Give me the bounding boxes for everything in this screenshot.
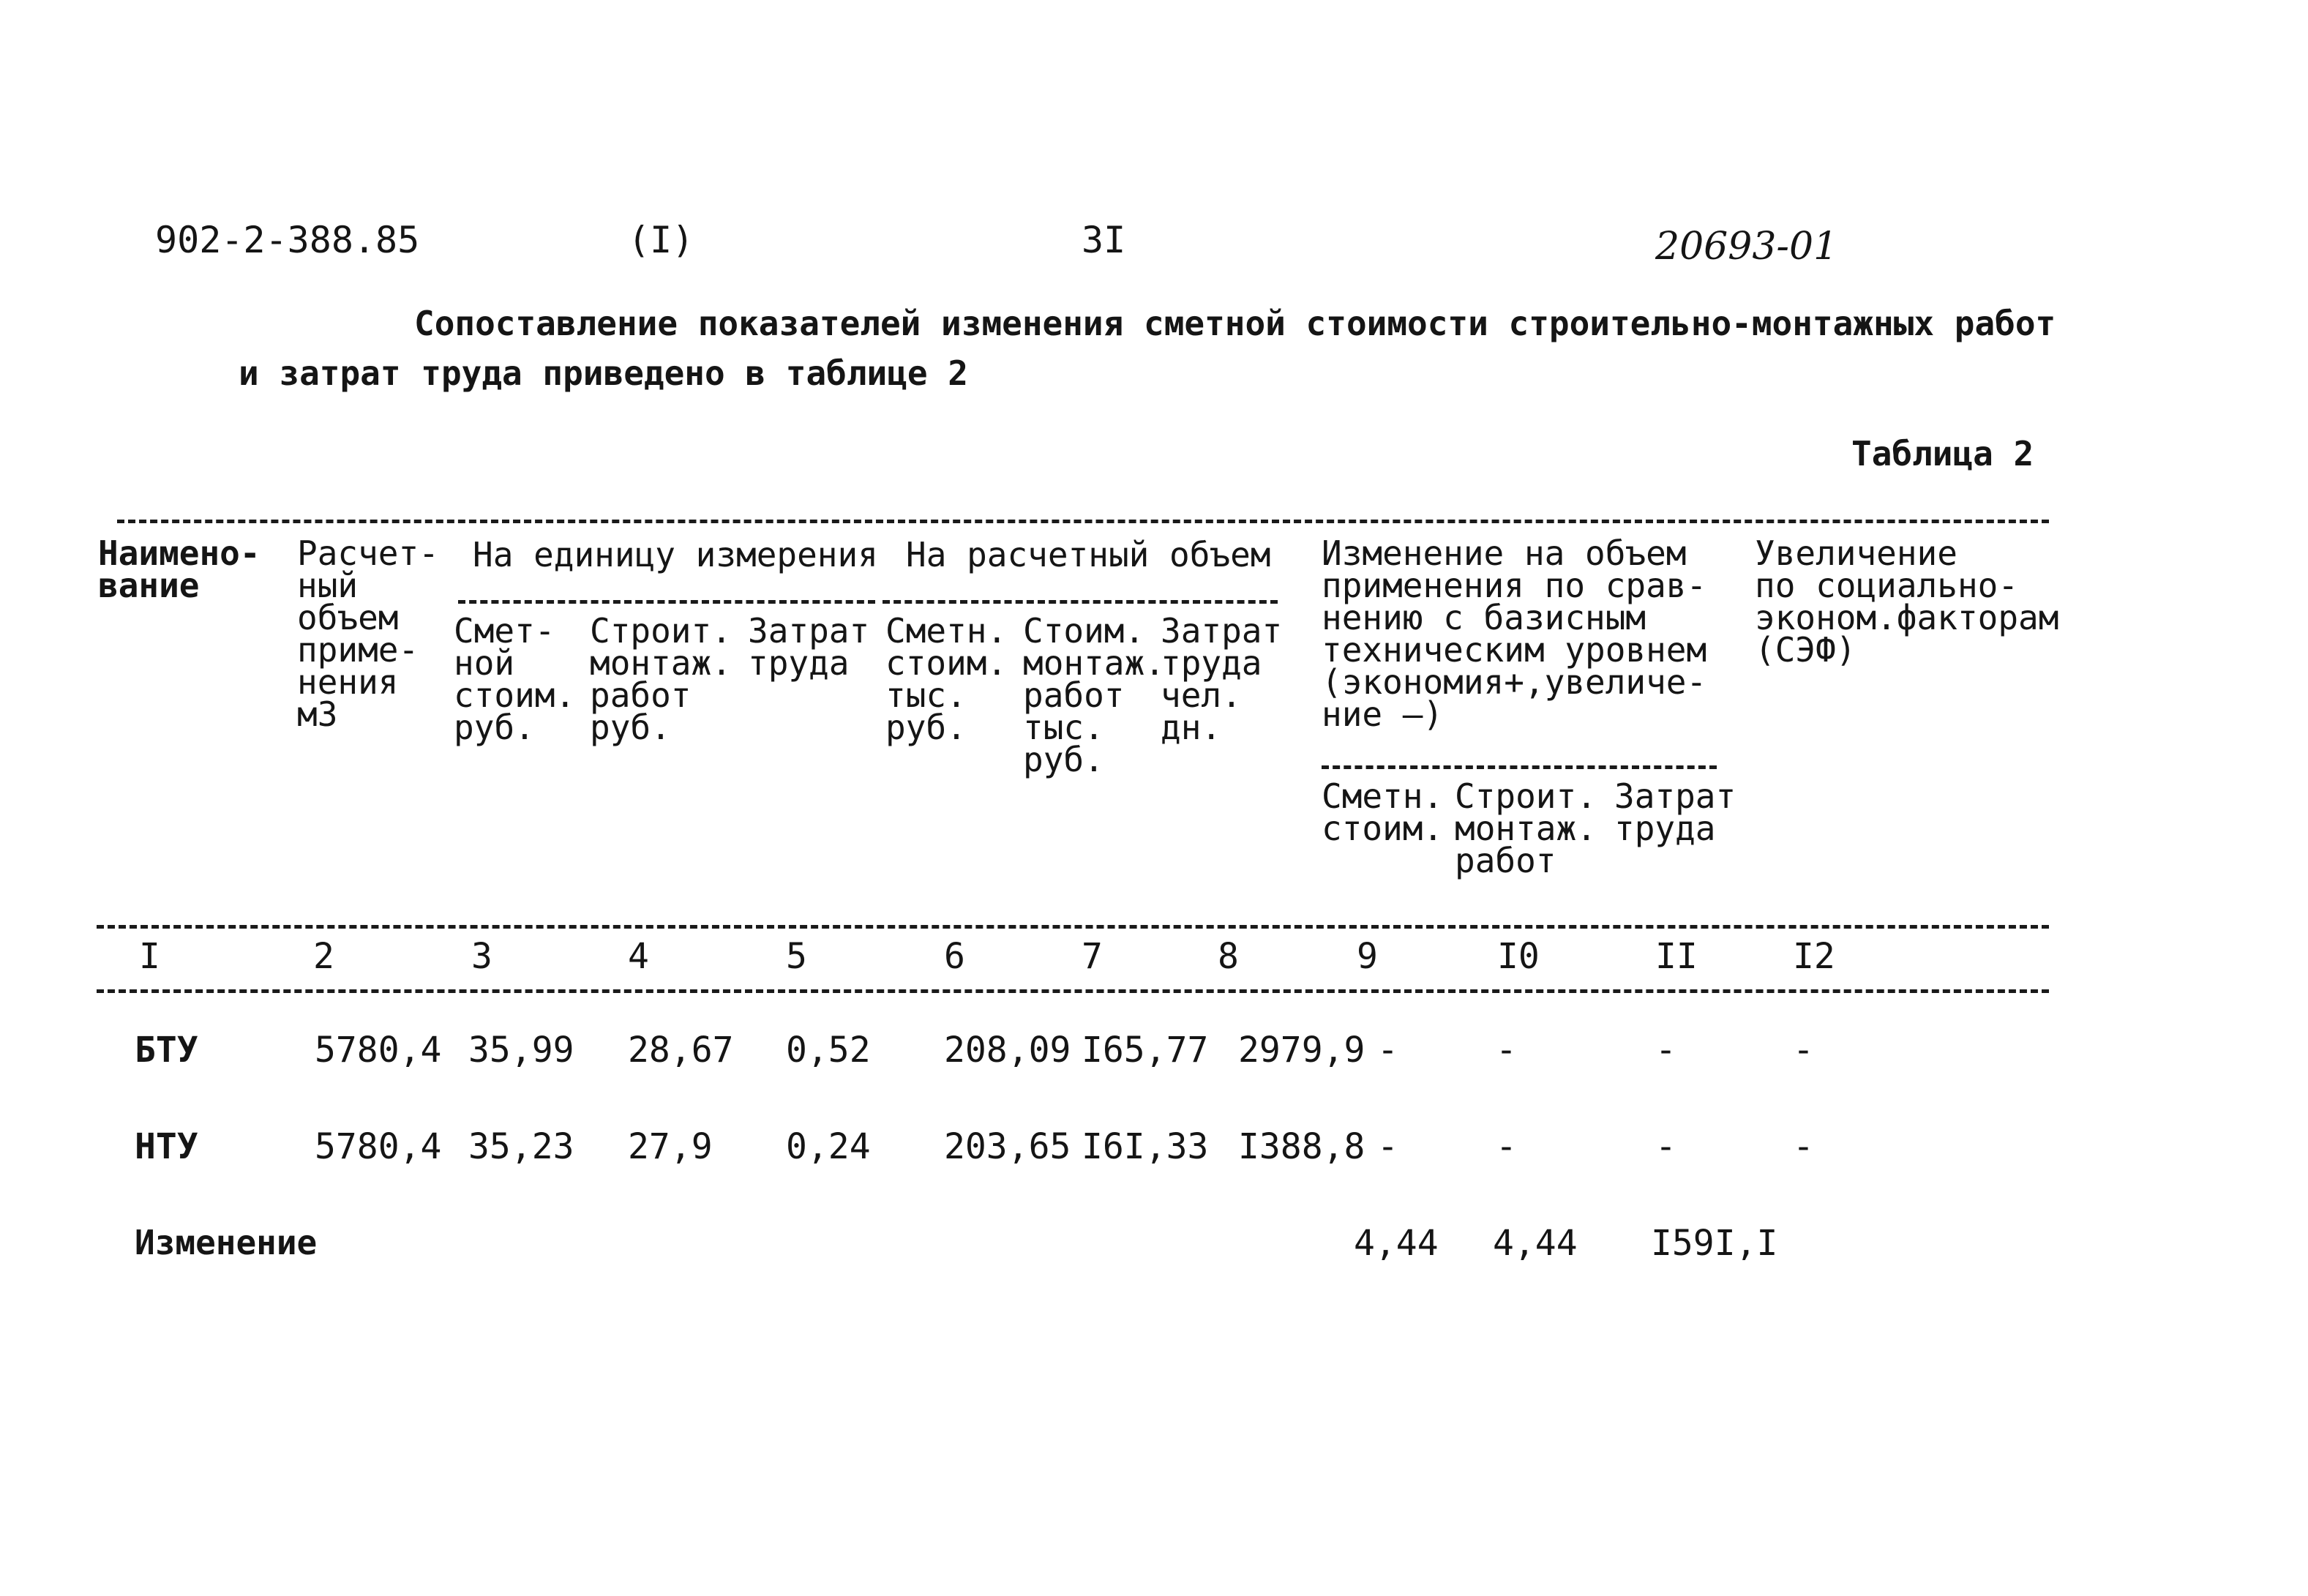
column-header-calc-labor: Затрат труда чел. дн. xyxy=(1161,611,1283,747)
cell-change-cost: 4,44 xyxy=(1354,1223,1439,1264)
column-number-1: I xyxy=(139,936,160,977)
cell-change-construction: - xyxy=(1496,1030,1517,1071)
cell-change-construction: 4,44 xyxy=(1493,1223,1578,1264)
column-number-5: 5 xyxy=(786,936,807,977)
column-header-per-unit-cost: Смет- ной стоим. руб. xyxy=(454,611,576,747)
column-number-3: 3 xyxy=(471,936,492,977)
column-header-name: Наимено- вание xyxy=(98,533,261,605)
cell-social-factors: - xyxy=(1793,1030,1814,1071)
cell-calc-construction: I6I,33 xyxy=(1082,1126,1209,1167)
table-label: Таблица 2 xyxy=(1851,434,2034,473)
column-number-11: II xyxy=(1655,936,1698,977)
column-number-6: 6 xyxy=(944,936,965,977)
column-number-12: I2 xyxy=(1793,936,1835,977)
column-group-change: Изменение на объем применения по срав- нению с базисным техническим уровнем (экономия+,увеличе- ние –) xyxy=(1322,533,1707,734)
column-number-2: 2 xyxy=(313,936,334,977)
header-bottom-rule xyxy=(97,925,2049,929)
column-number-9: 9 xyxy=(1357,936,1378,977)
column-numbers-rule xyxy=(97,989,2049,993)
part-number: (I) xyxy=(628,219,694,261)
column-group-per-unit: На единицу измерения xyxy=(473,535,878,574)
cell-change-cost: - xyxy=(1377,1126,1398,1167)
column-header-change-cost: Сметн. стоим. xyxy=(1322,776,1444,848)
cell-per-unit-construction: 28,67 xyxy=(628,1030,734,1071)
cell-per-unit-cost: 35,23 xyxy=(468,1126,574,1167)
inventory-number: 20693-01 xyxy=(1655,225,1838,269)
column-number-7: 7 xyxy=(1082,936,1103,977)
cell-change-construction: - xyxy=(1496,1126,1517,1167)
table-top-rule xyxy=(117,520,2049,523)
cell-social-factors: - xyxy=(1793,1126,1814,1167)
calc-group-rule xyxy=(883,600,1278,604)
column-header-change-labor: Затрат труда xyxy=(1614,776,1736,848)
cell-change-labor: - xyxy=(1655,1030,1676,1071)
cell-calc-labor: I388,8 xyxy=(1238,1126,1365,1167)
column-number-4: 4 xyxy=(628,936,649,977)
cell-calc-cost: 203,65 xyxy=(944,1126,1071,1167)
cell-calc-construction: I65,77 xyxy=(1082,1030,1209,1071)
column-header-social-factors: Увеличение по социально- эконом.факторам (СЭФ) xyxy=(1755,533,2059,670)
cell-change-cost: - xyxy=(1377,1030,1398,1071)
column-header-calc-volume: Расчет- ный объем приме- нения м3 xyxy=(297,533,439,734)
column-header-per-unit-labor: Затрат труда xyxy=(748,611,870,683)
cell-calc-cost: 208,09 xyxy=(944,1030,1071,1071)
column-number-8: 8 xyxy=(1218,936,1239,977)
cell-calc-volume: 5780,4 xyxy=(315,1030,442,1071)
column-group-calc-volume: На расчетный объем xyxy=(906,535,1271,574)
row-name: БТУ xyxy=(135,1030,198,1071)
document-code: 902-2-388.85 xyxy=(155,219,420,261)
column-number-10: I0 xyxy=(1497,936,1540,977)
cell-calc-volume: 5780,4 xyxy=(315,1126,442,1167)
intro-line-2: и затрат труда приведено в таблице 2 xyxy=(239,353,968,393)
cell-change-labor: - xyxy=(1655,1126,1676,1167)
column-header-per-unit-construction: Строит. монтаж. работ руб. xyxy=(590,611,732,747)
cell-change-labor: I59I,I xyxy=(1651,1223,1778,1264)
row-name: Изменение xyxy=(135,1223,318,1262)
cell-per-unit-cost: 35,99 xyxy=(468,1030,574,1071)
cell-calc-labor: 2979,9 xyxy=(1238,1030,1365,1071)
cell-per-unit-labor: 0,52 xyxy=(786,1030,871,1071)
cell-per-unit-construction: 27,9 xyxy=(628,1126,713,1167)
column-header-change-construction: Строит. монтаж. работ xyxy=(1455,776,1597,880)
row-name: НТУ xyxy=(135,1126,198,1167)
per-unit-group-rule xyxy=(458,600,875,604)
column-header-calc-cost: Сметн. стоим. тыс. руб. xyxy=(885,611,1008,747)
cell-per-unit-labor: 0,24 xyxy=(786,1126,871,1167)
page-number: 3I xyxy=(1082,219,1126,261)
column-header-calc-construction: Стоим. монтаж. работ тыс. руб. xyxy=(1023,611,1165,779)
change-group-rule xyxy=(1322,765,1717,769)
intro-line-1: Сопоставление показателей изменения сметной стоимости строительно-монтажных работ xyxy=(414,304,2056,343)
